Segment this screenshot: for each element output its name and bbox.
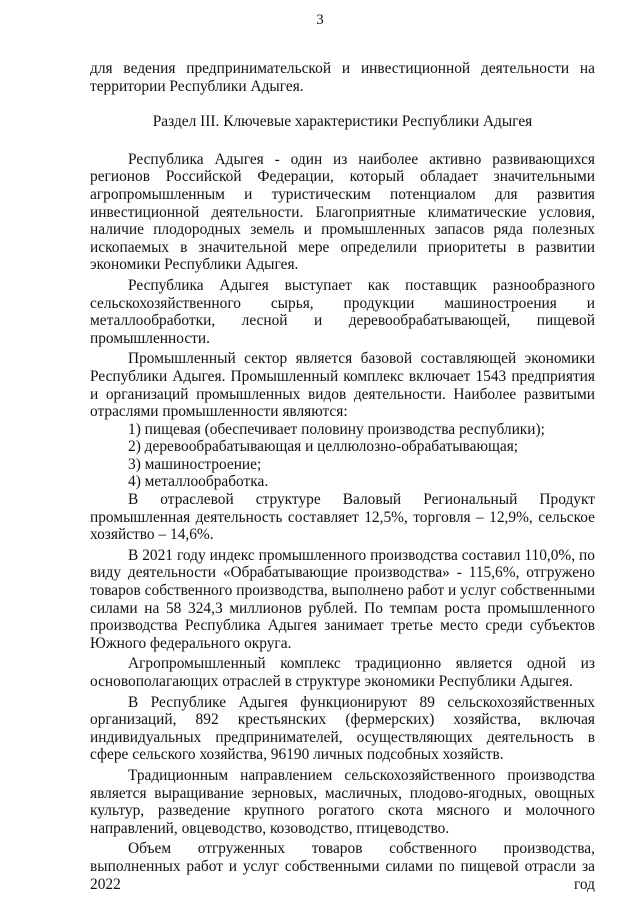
paragraph: В 2021 году индекс промышленного производства составил 110,0%, по виду деятельности «Обрабатывающие производства» - 115,6%, отгружено товаров собственного производства, выполнено работ и услуг собственными силами на 58 324,3 миллионов рублей. По темпам роста промышленного производства Республика Адыгея занимает третье место среди субъектов Южного федерального округа.: [90, 546, 595, 652]
intro-paragraph: для ведения предпринимательской и инвестиционной деятельности на территории Республики Адыгея.: [90, 60, 595, 95]
document-body: [90, 60, 595, 893]
paragraph: Промышленный сектор является базовой составляющей экономики Республики Адыгея. Промышленный комплекс включает 1543 предприятия и организаций промышленных видов деятельности. Наиболее развитыми отраслями промышленности являются:: [90, 350, 595, 421]
paragraph: Агропромышленный комплекс традиционно является одной из основополагающих отраслей в структуре экономики Республики Адыгея.: [90, 655, 595, 690]
paragraph: Традиционным направлением сельскохозяйственного производства является выращивание зерновых, масличных, плодово-ягодных, овощных культур, разведение крупного рогатого скота мясного и молочного направлений, овцеводство, козоводство, птицеводство.: [90, 766, 595, 837]
section-title: Раздел III. Ключевые характеристики Республики Адыгея: [152, 113, 533, 131]
paragraph: Республика Адыгея - один из наиболее активно развивающихся регионов Российской Федерации, который обладает значительными агропромышленным и туристическим потенциалом для развития инвестиционной деятельности. Благоприятные климатические условия, наличие плодородных земель и промышленных запасов ряда полезных ископаемых в значительной мере определили приоритеты в развитии экономики Республики Адыгея.: [90, 150, 595, 274]
paragraph: Республика Адыгея выступает как поставщик разнообразного сельскохозяйственного сырья, продукции машиностроения и металлообработки, лесной и деревообрабатывающей, пищевой промышленности.: [90, 276, 595, 347]
list-item: 1) пищевая (обеспечивает половину производства республики);: [128, 420, 545, 438]
paragraph: В отраслевой структуре Валовый Региональный Продукт промышленная деятельность составляет 12,5%, торговля – 12,9%, сельское хозяйство – 14,6%.: [90, 491, 595, 544]
page-number: 3: [316, 12, 324, 28]
paragraph: В Республике Адыгея функционируют 89 сельскохозяйственных организаций, 892 крестьянских (фермерских) хозяйства, включая индивидуальных предпринимателей, осуществляющих деятельность в сфере сельского хозяйства, 96190 личных подсобных хозяйств.: [90, 693, 595, 764]
paragraph: Объем отгруженных товаров собственного производства, выполненных работ и услуг собственными силами по пищевой отрасли за 2022 год: [90, 840, 595, 893]
list-item: 2) деревообрабатывающая и целлюлозно-обрабатывающая;: [128, 438, 519, 456]
list-item: 4) металлообработка.: [128, 473, 269, 491]
list-item: 3) машиностроение;: [128, 455, 262, 473]
